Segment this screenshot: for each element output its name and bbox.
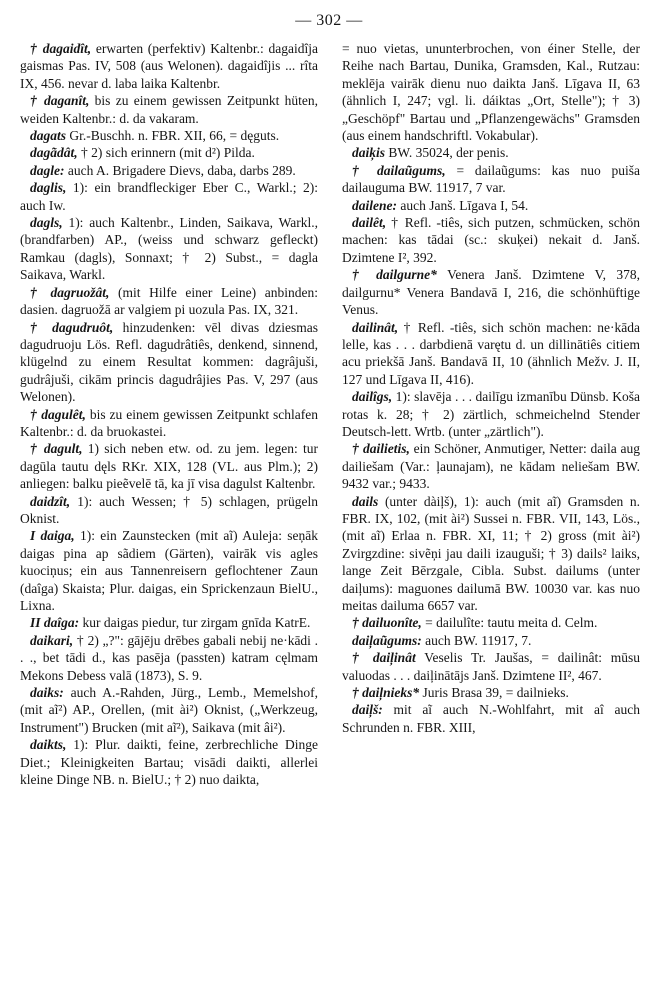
dictionary-entry bbox=[20, 127, 318, 144]
entry-headword: dailêt, bbox=[352, 215, 387, 231]
dictionary-entry bbox=[20, 614, 318, 631]
entry-definition: auch Janš. Līgava I, 54. bbox=[400, 197, 529, 213]
dictionary-entry bbox=[342, 144, 640, 161]
dictionary-entry bbox=[342, 701, 640, 736]
entry-headword: dailinât, bbox=[352, 319, 399, 335]
entry-definition: auch A.-Rahden, Jürg., Lemb., Memelshof, (mit aĩ²) AP., Orellen, (mit ài²) Oknist, („Werkzeug, Instrument") Brucken (mit aĩ²), Saikava (mit âi²). bbox=[20, 685, 318, 735]
entry-headword: † dagudruôt, bbox=[30, 319, 114, 335]
entry-definition: kur daigas piedur, tur zirgam gnīda KatrE. bbox=[82, 615, 311, 631]
dictionary-entry bbox=[342, 493, 640, 615]
entry-definition: † Refl. -tiês, sich putzen, schmücken, schön machen: kas tādai (sc.: skuķei) nekait d. Janš. Dzimtene I², 392. bbox=[342, 215, 640, 265]
entry-definition: (mit Hilfe einer Leine) anbinden: dasien. dagruožā ar valgiem pi uozula Pas. IX, 321. bbox=[20, 284, 318, 318]
dictionary-entry bbox=[20, 284, 318, 319]
entry-headword: daiļš: bbox=[352, 702, 383, 718]
dictionary-entry bbox=[20, 406, 318, 441]
dictionary-entry bbox=[342, 214, 640, 266]
entry-headword: † dailietis, bbox=[352, 441, 410, 457]
dictionary-entry bbox=[20, 214, 318, 284]
dictionary-entry bbox=[342, 388, 640, 440]
dictionary-entry bbox=[20, 40, 318, 92]
entry-definition: 1) sich neben etw. od. zu jem. legen: tur dagūla tautu dęls RKr. XIX, 128 (VL. aus Plm.); 2) anliegen: balku pieẽvelē tā, ka jī visa dagulst Kaltenbr. bbox=[20, 441, 319, 492]
entry-definition: auch BW. 11917, 7. bbox=[425, 632, 532, 648]
entry-headword: dagãdât, bbox=[30, 145, 78, 161]
entry-definition: Gr.-Buschh. n. FBR. XII, 66, = dęguts. bbox=[69, 128, 280, 144]
entry-headword: daidzît, bbox=[30, 493, 71, 509]
entry-headword: daglis, bbox=[30, 180, 67, 196]
entry-definition: Juris Brasa 39, = dailnieks. bbox=[422, 685, 569, 701]
entry-headword: † dagult, bbox=[30, 441, 83, 457]
entry-headword: † dailgurne* bbox=[352, 267, 437, 283]
entry-definition: 1): ein Zaunstecken (mit aĩ) Auleja: seņāk daigas pina ap sãdiem (Gärten), vairāk vis agles kuociņus; ein aus Tannenreisern geflochtener Zaun (daîga) Skaista; Plur. daigas, ein Sprickenzaun BielU., Lixna. bbox=[20, 528, 318, 613]
entry-headword: daikari, bbox=[30, 632, 74, 648]
dictionary-entry bbox=[20, 162, 318, 179]
dictionary-entry bbox=[20, 179, 318, 214]
dictionary-entry bbox=[20, 684, 318, 736]
entry-headword: † dailaũgums, bbox=[352, 162, 446, 178]
entry-headword: dagls, bbox=[30, 215, 63, 231]
entry-definition: Veselis Tr. Jaušas, = dailinât: mūsu valuodas . . . daiļinātājs Janš. Dzimtene II², 467. bbox=[342, 650, 641, 683]
dictionary-entry bbox=[20, 440, 318, 492]
dictionary-entry bbox=[20, 92, 318, 127]
entry-headword: dailîgs, bbox=[352, 389, 393, 405]
dictionary-entry bbox=[342, 319, 640, 389]
page-number: — 302 — bbox=[295, 12, 363, 29]
entry-definition: = nuo vietas, ununterbrochen, von éiner Stelle, der Reihe nach Bartau, Dunika, Gramsden, Kal., Rutzau: meklēja vairāk dienu nuo daikta Janš. Līgava II, 63 (ähnlich I, 247; vgl. li. dáiktas „Ort, Stelle"); † 3) „Geschöpf" Bartau und „Pflanzengewächs" Gramsden (aus einem handschriftl. Vokabular). bbox=[342, 41, 640, 144]
entry-headword: dailene: bbox=[352, 197, 397, 213]
entry-definition: 1): auch Kaltenbr., Linden, Saikava, Warkl., (brandfarben) AP., (weiss und schwarz gefleckt) Ramkau (dagls), Sonnaxt; † 2) Subst., = dagla Saikava, Warkl. bbox=[20, 215, 318, 283]
entry-definition: = dailaũgums: kas nuo puiša dailauguma BW. 11917, 7 var. bbox=[342, 162, 640, 196]
entry-definition: auch A. Brigadere Dievs, daba, darbs 289. bbox=[67, 162, 296, 178]
entry-definition: = dailulîte: tautu meita d. Celm. bbox=[425, 615, 598, 631]
dictionary-entry bbox=[20, 493, 318, 528]
dictionary-entry bbox=[342, 266, 640, 318]
entry-headword: daiķis bbox=[352, 145, 386, 161]
entry-definition: 1): Plur. daikti, feine, zerbrechliche Dinge Diet.; Kleinigkeiten Bartau; visādi daikti, allerlei kleine Dinge NB. n. BielU.; † 2) nuo daikta, bbox=[20, 737, 318, 788]
right-column bbox=[342, 40, 640, 736]
entry-definition: 1): slavēja . . . dailīgu izmanību Dünsb. Koša rotas k. 28; † 2) zärtlich, schmeichelnd Stender Deutsch-lett. Wrtb. (unter „zärtlich"). bbox=[342, 389, 640, 439]
entry-headword: I daiga, bbox=[30, 528, 75, 544]
dictionary-entry bbox=[342, 632, 640, 649]
entry-definition: ein Schöner, Anmutiger, Netter: daila aug dailiešam (Var.: ļaunajam), ne kādam neliešam BW. 9432 var.; 9433. bbox=[342, 441, 641, 492]
entry-definition: erwarten (perfektiv) Kaltenbr.: dagaidîja gaismas Pas. IV, 508 (aus Welonen). dagaidîjis ... rîta IX, 456. nevar d. laba laika Kaltenbr. bbox=[20, 41, 318, 91]
entry-headword: † daganît, bbox=[30, 93, 90, 109]
entry-definition: bis zu einem gewissen Zeitpunkt hüten, weiden Kaltenbr.: d. da vakaram. bbox=[20, 93, 318, 126]
entry-definition: 1): auch Wessen; † 5) schlagen, prügeln Oknist. bbox=[20, 493, 318, 526]
entry-definition: (unter dàiļš), 1): auch (mit aĩ) Gramsden n. FBR. IX, 102, (mit ài²) Sussei n. FBR. VII, 143, Lös., (mit aĩ) Erlaa n. FBR. XI, 11; † 2) gross (mit ài²) Zvirgzdine: sivẽņi jau daili izauguši; † 3) dails² laiks, lange Zeit Bērzgale, Cibla. Subst. dailums (unter daiļums): maguones dailumā BW. 10030 var. kas nuo meitas dailuma 6657 var. bbox=[342, 493, 640, 613]
entry-headword: † dagulêt, bbox=[30, 406, 86, 422]
entry-headword: † dailuonîte, bbox=[352, 615, 422, 631]
entry-definition: † 2) sich erinnern (mit d²) Pilda. bbox=[81, 145, 255, 161]
entry-headword: † daiļnieks* bbox=[352, 685, 420, 701]
left-column bbox=[20, 40, 318, 788]
entry-headword: daiks: bbox=[30, 685, 64, 701]
entry-definition: BW. 35024, der penis. bbox=[388, 145, 509, 161]
dictionary-entry bbox=[342, 197, 640, 214]
dictionary-entry bbox=[20, 527, 318, 614]
entry-definition: hinzudenken: vēl divas dziesmas dagudruoju Lös. Refl. dagudrâtiês, denkend, sinnend, klügelnd zu einem Resultat kommen: dagrâjuši, gudrâjuši, cikām princis dagudrâjies Pas. V, 297 (aus Welonen). bbox=[20, 319, 319, 405]
entry-headword: † dagaidît, bbox=[30, 41, 92, 56]
entry-definition: † Refl. -tiês, sich schön machen: ne·kāda lelle, kas . . . darbdienā varętu d. un dillinātiês citiem acu priekšā Janš. Bandavā II, 10 (ähnlich Mežv. J. II, 127 und Līgava II, 416). bbox=[342, 319, 640, 387]
entry-headword: daikts, bbox=[30, 737, 67, 753]
dictionary-entry bbox=[342, 649, 640, 684]
entry-definition: † 2) „?": gājēju drēbes gabali nebij ne·kādi . . ., bet tādi d., kas pasēja (passten) katram cęlmam Mekons Debess valā (1873), S. 9. bbox=[20, 632, 319, 683]
dictionary-entry bbox=[20, 632, 318, 684]
dictionary-entry-continuation bbox=[342, 40, 640, 144]
dictionary-entry bbox=[342, 684, 640, 701]
entry-headword: † daiļinât bbox=[352, 650, 416, 666]
entry-headword: dagats bbox=[30, 128, 67, 144]
entry-definition: 1): ein brandfleckiger Eber C., Warkl.; 2): auch Iw. bbox=[20, 180, 319, 213]
dictionary-entry bbox=[342, 614, 640, 631]
entry-definition: mit aĩ auch N.-Wohlfahrt, mit aî auch Schrunden n. FBR. XIII, bbox=[342, 702, 641, 735]
entry-headword: II daîga: bbox=[30, 615, 80, 631]
entry-headword: dails bbox=[352, 493, 379, 509]
entry-headword: † dagruožât, bbox=[30, 284, 110, 300]
dictionary-entry bbox=[20, 736, 318, 788]
dictionary-entry bbox=[342, 440, 640, 492]
entry-headword: dagle: bbox=[30, 162, 65, 178]
entry-definition: bis zu einem gewissen Zeitpunkt schlafen Kaltenbr.: d. da bruokastei. bbox=[20, 406, 318, 439]
dictionary-entry bbox=[342, 162, 640, 197]
dictionary-entry bbox=[20, 144, 318, 161]
entry-headword: daiļaũgums: bbox=[352, 632, 422, 648]
dictionary-entry bbox=[20, 319, 318, 406]
entry-definition: Venera Janš. Dzimtene V, 378, dailgurnu* Venera Bandavā I, 216, die schönhüftige Venus. bbox=[342, 267, 641, 318]
